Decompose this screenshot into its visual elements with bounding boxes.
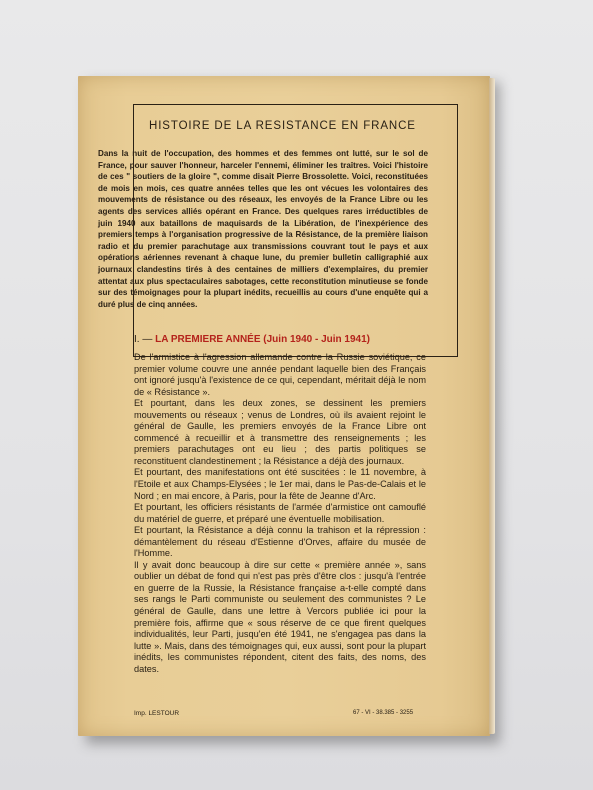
volume-description xyxy=(134,352,426,675)
description-paragraph: Et pourtant, des manifestations ont été suscitées : le 11 novembre, à l'Etoile et aux Champs-Elysées ; le 1er mai, dans le Pas-de-Calais et le Nord ; en mai encore, à Paris, pour la fête de Jeanne d'Arc. xyxy=(134,467,426,501)
volume-heading xyxy=(134,334,370,345)
description-paragraph: Et pourtant, les officiers résistants de l'armée d'armistice ont camouflé du matériel de guerre, et préparé une éventuelle mobilisation. xyxy=(134,502,426,524)
description-paragraph: Il y avait donc beaucoup à dire sur cette « première année », sans oublier un débat de fond qui n'est pas près d'être clos : jusqu'à l'entrée en guerre de la Russie, la Résistance française a-t-elle compté dans ses rangs le Parti communiste ou seulement des communistes ? Le général de Gaulle, dans une lettre à Vercors publiée ici pour la première fois, affirme que « sous réserve de ce que firent quelques individualités, leur Parti, jusqu'en été 1941, ne s'engagea pas dans la lutte ». Mais, dans des témoignages qui, eux aussi, sont pour la plupart inédits, les communistes répondent, citent des faits, des noms, des dates. xyxy=(134,559,426,674)
printer-imprint: Imp. LESTOUR xyxy=(134,710,180,717)
description-paragraph: Et pourtant, la Résistance a déjà connu la trahison et la répression : démantèlement du réseau d'Estienne d'Orves, affaire du musée de l'Homme. xyxy=(134,525,426,559)
series-title: HISTOIRE DE LA RESISTANCE EN FRANCE xyxy=(149,120,416,132)
catalog-code: 67 - VI - 38.385 - 3255 xyxy=(353,710,414,716)
description-paragraph: Et pourtant, dans les deux zones, se dessinent les premiers mouvements ou réseaux ; venus de Londres, où ils avaient rejoint le général de Gaulle, les premiers envoyés de la France Libre ont commencé à recueillir et à transmettre des renseignements ; les premiers parachutages ont eu lieu ; des partis politiques se reconstituent clandestinement ; la Résistance a déjà des journaux. xyxy=(134,398,426,466)
intro-paragraph: Dans la nuit de l'occupation, des hommes et des femmes ont lutté, sur le sol de France, pour sauver l'honneur, harceler l'ennemi, éliminer les traîtres. Voici l'histoire de ces " soutiers de la gloire ", comme disait Pierre Brossolette. Voici, reconstituées de mois en mois, ces quatre années telles que les ont vécues les volontaires des mouvements de résistance ou des réseaux, les envoyés de la France Libre ou les agents des services alliés opérant en France. Des quelques rares irréductibles de juin 1940 aux bataillons de maquisards de la Libération, de l'inexpérience des premiers temps à l'organisation progressive de la Résistance, de la première liaison radio et du premier parachutage aux transmissions couvrant tout le pays et aux opérations aériennes revenant à chaque lune, du premier bulletin calligraphié aux journaux clandestins tirés à des centaines de milliers d'exemplaires, du premier attentat aux plus spectaculaires sabotages, cette reconstitution minutieuse se fonde sur des témoignages pour la plupart inédits, recueillis au cours d'une enquête qui a duré plus de cinq années. xyxy=(98,149,428,309)
book-back-cover xyxy=(78,76,490,736)
volume-title: LA PREMIERE ANNÉE (Juin 1940 - Juin 1941) xyxy=(155,334,370,345)
title-frame xyxy=(98,104,458,357)
volume-number: I. — xyxy=(134,334,153,345)
description-paragraph: De l'armistice à l'agression allemande contre la Russie soviétique, ce premier volume couvre une année pendant laquelle bien des Français ont ignoré jusqu'à l'existence de ce qui, cependant, méritait déjà le nom de « Résistance ». xyxy=(134,352,426,397)
